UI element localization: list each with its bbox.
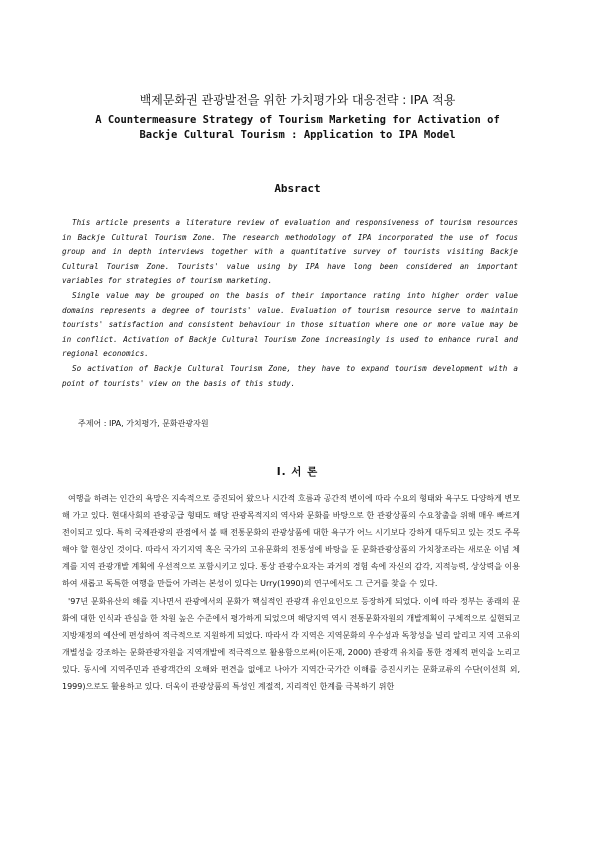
abstract-heading: Absract <box>274 182 321 195</box>
english-title-line-1: A Countermeasure Strategy of Tourism Marketing for Activation of <box>95 114 500 126</box>
section-body <box>62 490 520 695</box>
abstract-paragraph: So activation of Backje Cultural Tourism Zone, they have to expand tourism development with a point of tourists' view on the basis of this study. <box>62 363 518 388</box>
english-title-line-2: Backje Cultural Tourism : Application to IPA Model <box>139 129 456 141</box>
abstract-body <box>62 216 518 391</box>
keywords: 주제어 : IPA, 가치평가, 문화관광자원 <box>78 419 209 428</box>
abstract-paragraph: This article presents a literature review of evaluation and responsiveness of tourism resources in Backje Cultural Tourism Zone. The research methodology of IPA incorporated the use of focus group and in depth interviews together with a quantitative survey of tourists visiting Backje Cultural Tourism Zone. Tourists' value using by IPA have long been considered an important variables for strategies of tourism marketing. <box>62 218 518 286</box>
body-paragraph: 여행을 하려는 인간의 욕망은 지속적으로 증진되어 왔으나 시간적 흐름과 공간적 변이에 따라 수요의 형태와 욕구도 다양하게 변모해 가고 있다. 현대사회의 관광공급 형태도 해당 관광목적지의 역사와 문화를 바탕으로 한 관광상품의 수요창출을 위해 매우 빠르게 전이되고 있다. 특히 국제관광의 관점에서 볼 때 전통문화의 관광상품에 대한 욕구가 어느 시기보다 강하게 대두되고 있는 것도 주목해야 할 현상인 것이다. 따라서 자기지역 혹은 국가의 고유문화의 전통성에 바탕을 둔 문화관광상품의 가치창조라는 새로운 이념 체계를 지역 관광개발 계획에 우선적으로 포함시키고 있다. 통상 관광수요자는 과거의 경험 속에 자신의 감각, 지적능력, 상상력을 이용하여 새롭고 독특한 여행을 만들어 가려는 본성이 있다는 Urry(1990)의 연구에서도 그 근거를 찾을 수 있다. <box>62 494 520 589</box>
korean-title: 백제문화권 관광발전을 위한 가치평가와 대응전략 : IPA 적용 <box>139 93 456 107</box>
abstract-paragraph: Single value may be grouped on the basis of their importance rating into higher order value domains represents a degree of tourists' value. Evaluation of tourism resource serve to maintain tourists' satisfaction and consistent behaviour in those situation where one or more value may be in conflict. Activation of Backje Cultural Tourism Zone increasingly is used to enhance rural and regional economics. <box>62 290 518 359</box>
body-paragraph: '97년 문화유산의 해를 지나면서 관광에서의 문화가 핵심적인 관광객 유인요인으로 등장하게 되었다. 이에 따라 정부는 종래의 문화에 대한 인식과 관심을 한 차원 높은 수준에서 평가하게 되었으며 해당지역 역시 전통문화자원의 개발계획이 구체적으로 실현되고 지방재정의 예산에 편성하여 적극적으로 지원하게 되었다. 따라서 각 지역은 지역문화의 우수성과 독창성을 널리 알리고 지역 고유의 개별성을 강조하는 문화관광자원을 지역개발에 적극적으로 활용함으로써(이돈재, 2000) 관광객 유치를 통한 경제적 편익을 노리고 있다. 동시에 지역주민과 관광객간의 오해와 편견을 없애고 나아가 지역간·국가간 이해를 증진시키는 문화교류의 수단(이선희 외, 1999)으로도 활용하고 있다. 더욱이 관광상품의 특성인 계절적, 지리적인 한계를 극복하기 위한 <box>62 596 520 692</box>
section-heading: I. 서 론 <box>276 466 319 478</box>
